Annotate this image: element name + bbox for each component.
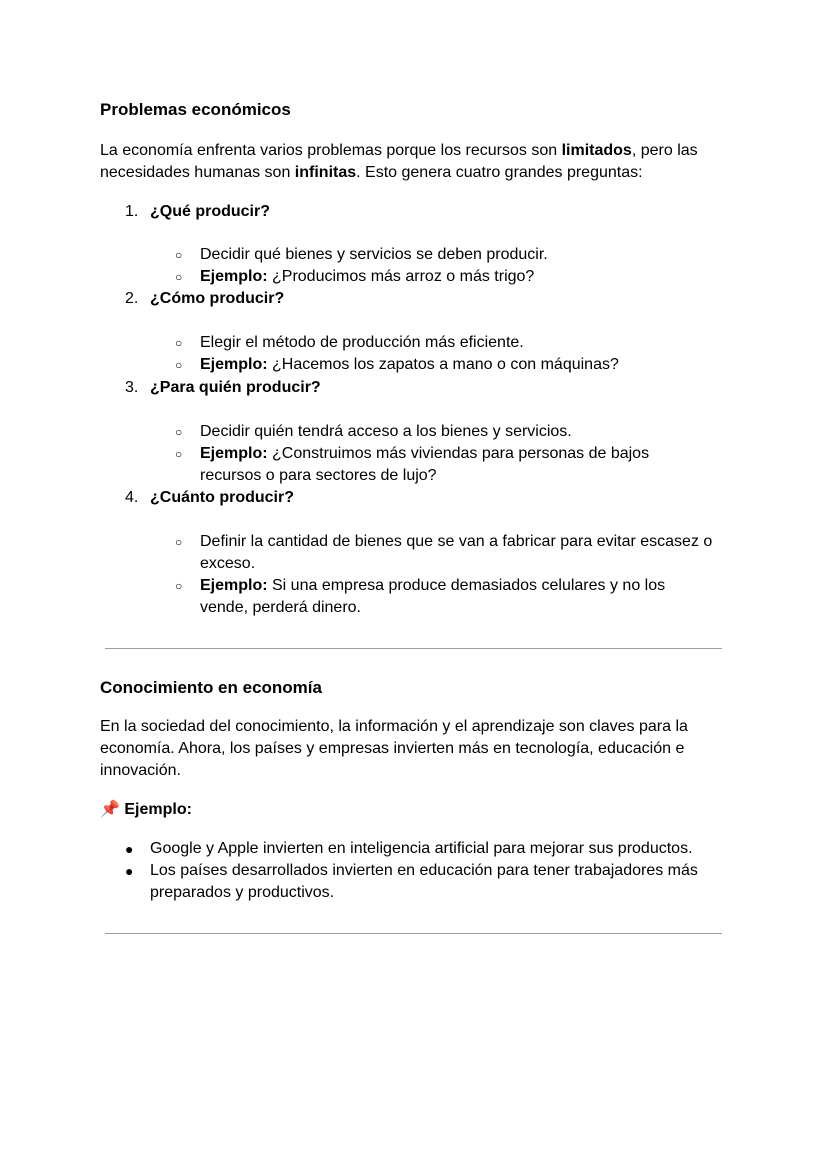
section-title-conocimiento: Conocimiento en economía <box>100 678 322 697</box>
question-title: ¿Para quién producir? <box>150 379 321 396</box>
list-number: 4. <box>125 489 139 506</box>
hollow-bullet-icon: ○ <box>175 425 183 439</box>
example-label: Ejemplo: <box>200 577 268 594</box>
sub-item-text: Definir la cantidad de bienes que se van a fabricar para evitar escasez o exceso. <box>200 533 713 572</box>
intro-text-3: . Esto genera cuatro grandes preguntas: <box>356 164 643 181</box>
hollow-bullet-icon: ○ <box>175 535 183 549</box>
sub-item-example <box>175 354 725 376</box>
question-title: ¿Cuánto producir? <box>150 489 294 506</box>
hollow-bullet-icon: ○ <box>175 447 183 461</box>
example-heading-label: Ejemplo: <box>124 801 192 818</box>
sub-item <box>175 244 725 266</box>
horizontal-rule <box>105 648 722 649</box>
intro-bold-limitados: limitados <box>561 142 632 159</box>
question-title: ¿Cómo producir? <box>150 290 285 307</box>
sub-item-text: Decidir quién tendrá acceso a los bienes y servicios. <box>200 423 572 440</box>
sub-item <box>175 531 725 575</box>
list-number: 2. <box>125 290 139 307</box>
intro-text-1: La economía enfrenta varios problemas porque los recursos son <box>100 142 562 159</box>
pushpin-icon: 📌 <box>100 801 120 818</box>
intro-paragraph <box>100 140 725 184</box>
example-text: ¿Hacemos los zapatos a mano o con máquinas? <box>267 356 619 373</box>
example-label: Ejemplo: <box>200 356 268 373</box>
bullet-item-text: Google y Apple invierten en inteligencia artificial para mejorar sus productos. <box>150 840 693 857</box>
example-text: Si una empresa produce demasiados celulares y no los vende, perderá dinero. <box>200 577 666 616</box>
bullet-item <box>125 860 725 904</box>
hollow-bullet-icon: ○ <box>175 579 183 593</box>
bullet-icon: ● <box>125 841 134 857</box>
example-label: Ejemplo: <box>200 445 268 462</box>
hollow-bullet-icon: ○ <box>175 270 183 284</box>
example-text: ¿Producimos más arroz o más trigo? <box>267 268 535 285</box>
sub-item <box>175 421 725 443</box>
sub-item-example <box>175 266 725 288</box>
bullet-item-text: Los países desarrollados invierten en educación para tener trabajadores más preparados y productivos. <box>150 862 698 901</box>
section-title-problemas: Problemas económicos <box>100 100 291 119</box>
sub-item-example <box>175 443 680 487</box>
bullet-item <box>125 838 725 860</box>
hollow-bullet-icon: ○ <box>175 248 183 262</box>
example-label: Ejemplo: <box>200 268 268 285</box>
example-heading <box>100 799 725 821</box>
intro-text-2: , pero las necesidades humanas son <box>100 142 698 181</box>
question-title: ¿Qué producir? <box>150 203 270 220</box>
bullet-icon: ● <box>125 863 134 879</box>
sub-item <box>175 332 725 354</box>
section2-intro-paragraph: En la sociedad del conocimiento, la información y el aprendizaje son claves para la economía. Ahora, los países y empresas invierten más en tecnología, educación e innovación. <box>100 718 688 779</box>
hollow-bullet-icon: ○ <box>175 336 183 350</box>
sub-item-example <box>175 575 700 619</box>
list-number: 3. <box>125 379 139 396</box>
example-text: ¿Construimos más viviendas para personas de bajos recursos o para sectores de lujo? <box>200 445 650 484</box>
horizontal-rule <box>105 933 722 934</box>
sub-item-text: Decidir qué bienes y servicios se deben producir. <box>200 246 548 263</box>
list-number: 1. <box>125 203 139 220</box>
sub-item-text: Elegir el método de producción más eficiente. <box>200 334 524 351</box>
hollow-bullet-icon: ○ <box>175 358 183 372</box>
intro-bold-infinitas: infinitas <box>294 164 357 181</box>
